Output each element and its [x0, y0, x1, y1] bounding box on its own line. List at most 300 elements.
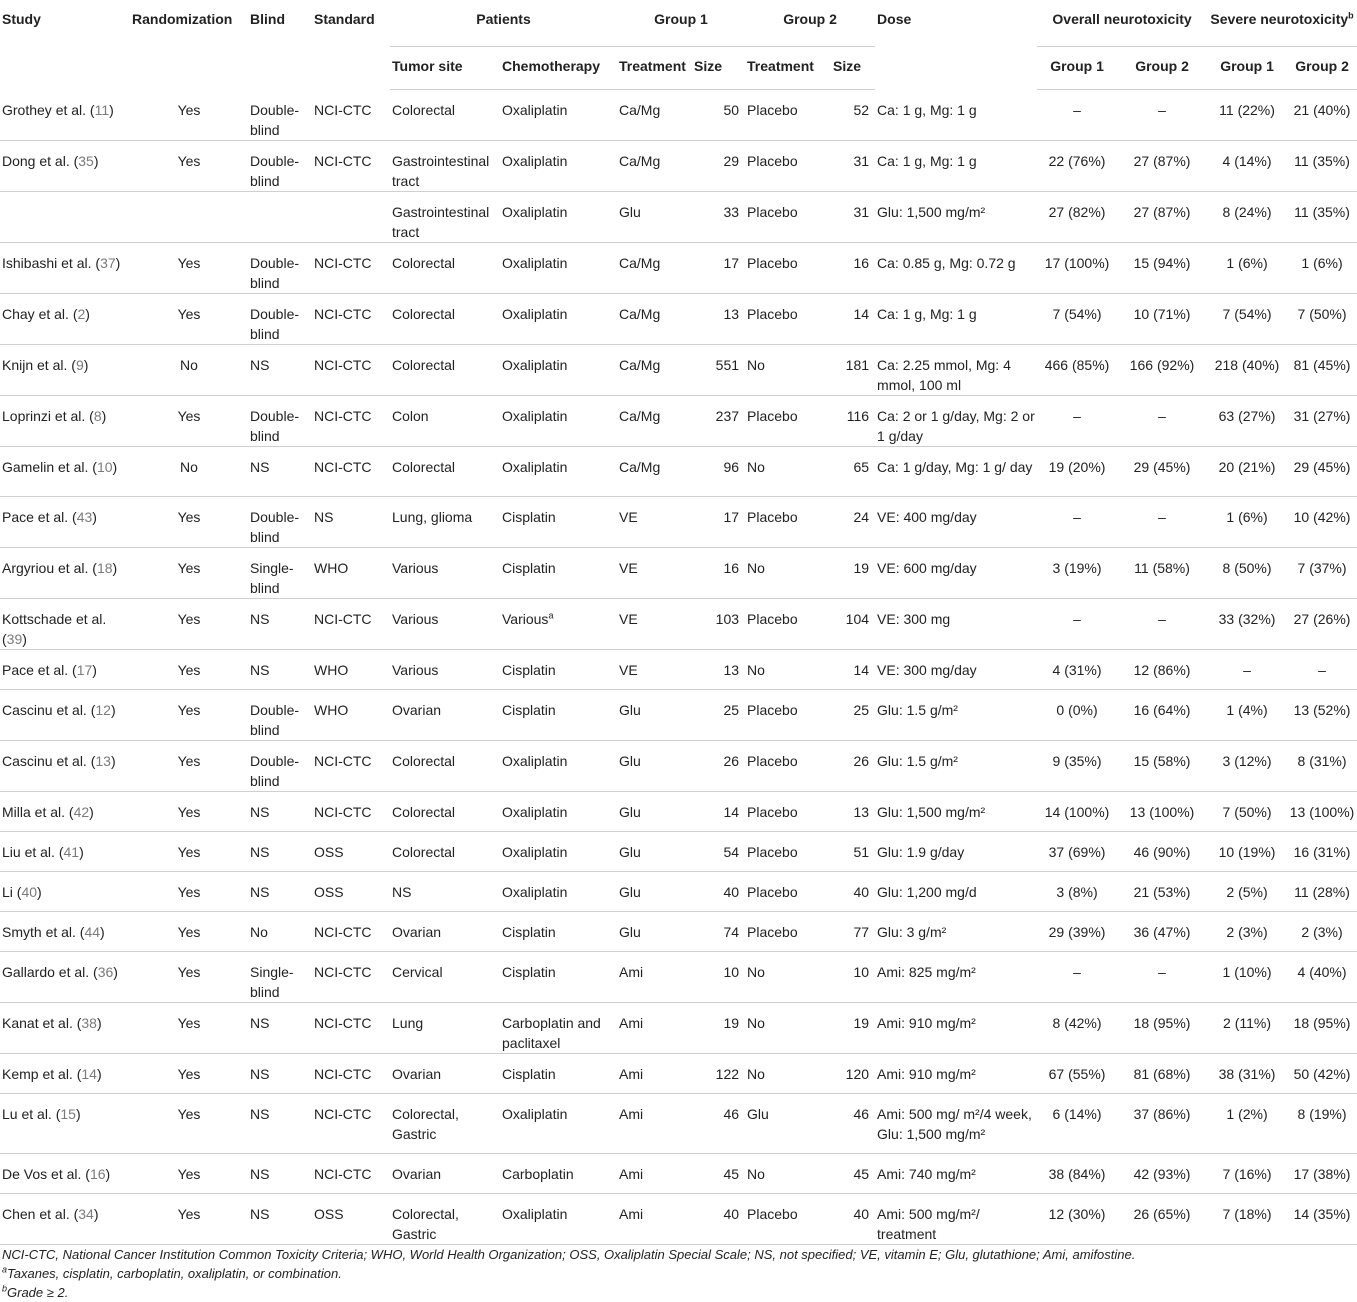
cell-group1-treatment: Glu: [617, 831, 692, 871]
cell-severe-group2: 11 (35%): [1287, 191, 1357, 242]
table-row: [0, 791, 1357, 831]
cell-group2-size: 31: [831, 140, 875, 191]
cell-blind: NS: [248, 791, 312, 831]
cell-standard: WHO: [312, 689, 390, 740]
chemotherapy-text: Oxaliplatin: [502, 152, 568, 169]
footnote-a-mark: a: [2, 1264, 8, 1275]
cell-dose: Glu: 1.9 g/day: [875, 831, 1037, 871]
citation-link[interactable]: 11: [94, 101, 110, 118]
cell-tumor-site: Ovarian: [390, 1053, 500, 1093]
citation-link[interactable]: 35: [78, 152, 94, 169]
cell-blind: NS: [248, 446, 312, 496]
cell-group2-treatment: Placebo: [745, 242, 831, 293]
cell-group1-treatment: Ca/Mg: [617, 140, 692, 191]
cell-standard: [312, 191, 390, 242]
cell-group1-size: 19: [692, 1002, 745, 1053]
cell-dose: Glu: 3 g/m²: [875, 911, 1037, 951]
cell-chemotherapy: [500, 496, 617, 547]
cell-dose: Glu: 1.5 g/m²: [875, 740, 1037, 791]
cell-severe-group2: 50 (42%): [1287, 1053, 1357, 1093]
cell-dose: Ami: 825 mg/m²: [875, 951, 1037, 1002]
cell-group2-size: 40: [831, 1193, 875, 1244]
cell-group2-treatment: Placebo: [745, 293, 831, 344]
cell-group1-size: 33: [692, 191, 745, 242]
cell-severe-group2: 11 (35%): [1287, 140, 1357, 191]
cell-blind: Double-blind: [248, 496, 312, 547]
cell-group1-treatment: Ami: [617, 1193, 692, 1244]
cell-randomization: Yes: [130, 871, 248, 911]
cell-study: [0, 547, 130, 598]
cell-tumor-site: Colorectal: [390, 831, 500, 871]
citation-close: ): [93, 1205, 99, 1222]
cell-severe-group1: 2 (3%): [1207, 911, 1287, 951]
cell-severe-group1: 33 (32%): [1207, 598, 1287, 649]
cell-study: [0, 395, 130, 446]
table-row: [0, 1193, 1357, 1244]
citation-link[interactable]: 10: [96, 458, 113, 475]
study-author: Chen et al. (: [2, 1205, 79, 1222]
header-severe-group2: Group 2: [1287, 47, 1357, 90]
cell-tumor-site: Colon: [390, 395, 500, 446]
table-row: [0, 598, 1357, 649]
cell-group1-size: 17: [692, 496, 745, 547]
cell-group1-treatment: Ami: [617, 1093, 692, 1153]
cell-group2-treatment: No: [745, 951, 831, 1002]
cell-tumor-site: Colorectal: [390, 344, 500, 395]
cell-study: [0, 649, 130, 689]
cell-group2-size: 65: [831, 446, 875, 496]
cell-chemotherapy: [500, 740, 617, 791]
cell-severe-group1: 7 (18%): [1207, 1193, 1287, 1244]
cell-chemotherapy: [500, 242, 617, 293]
cell-standard: NCI-CTC: [312, 598, 390, 649]
cell-overall-group1: –: [1037, 598, 1117, 649]
cell-severe-group1: 2 (5%): [1207, 871, 1287, 911]
cell-overall-group1: 0 (0%): [1037, 689, 1117, 740]
cell-overall-group2: 29 (45%): [1117, 446, 1207, 496]
cell-group2-size: 77: [831, 911, 875, 951]
cell-group1-size: 122: [692, 1053, 745, 1093]
cell-randomization: Yes: [130, 831, 248, 871]
cell-severe-group1: 3 (12%): [1207, 740, 1287, 791]
chemotherapy-text: Cisplatin: [502, 923, 556, 940]
table-row: [0, 911, 1357, 951]
citation-link[interactable]: 14: [81, 1065, 97, 1082]
cell-tumor-site: Colorectal: [390, 293, 500, 344]
cell-severe-group2: 16 (31%): [1287, 831, 1357, 871]
study-author: Pace et al. (: [2, 508, 77, 525]
cell-dose: VE: 400 mg/day: [875, 496, 1037, 547]
citation-close: ): [92, 508, 97, 525]
citation-link[interactable]: 37: [100, 254, 116, 271]
cell-group1-size: 16: [692, 547, 745, 598]
cell-overall-group2: –: [1117, 90, 1207, 141]
cell-group2-treatment: Placebo: [745, 90, 831, 141]
study-author: Li (: [2, 883, 22, 900]
cell-blind: NS: [248, 871, 312, 911]
cell-standard: OSS: [312, 1193, 390, 1244]
cell-severe-group2: 8 (19%): [1287, 1093, 1357, 1153]
cell-overall-group1: 38 (84%): [1037, 1153, 1117, 1193]
cell-overall-group1: –: [1037, 90, 1117, 141]
cell-group1-size: 13: [692, 293, 745, 344]
cell-group1-size: 10: [692, 951, 745, 1002]
cell-severe-group1: 1 (2%): [1207, 1093, 1287, 1153]
citation-link[interactable]: 9: [75, 356, 84, 373]
chemotherapy-text: Oxaliplatin: [502, 883, 568, 900]
cell-overall-group1: 3 (19%): [1037, 547, 1117, 598]
table-row: [0, 293, 1357, 344]
header-standard: Standard: [314, 11, 375, 27]
cell-group1-size: 50: [692, 90, 745, 141]
citation-link[interactable]: 15: [60, 1105, 76, 1122]
cell-study: [0, 831, 130, 871]
citation-link[interactable]: 18: [96, 559, 113, 576]
cell-chemotherapy: [500, 395, 617, 446]
cell-severe-group2: 8 (31%): [1287, 740, 1357, 791]
cell-study: [0, 1002, 130, 1053]
cell-standard: OSS: [312, 871, 390, 911]
table-row: [0, 191, 1357, 242]
cell-severe-group1: 218 (40%): [1207, 344, 1287, 395]
cell-group1-treatment: VE: [617, 547, 692, 598]
table-row: [0, 649, 1357, 689]
cell-severe-group1: 20 (21%): [1207, 446, 1287, 496]
cell-group2-size: 31: [831, 191, 875, 242]
chemotherapy-text: Oxaliplatin: [502, 305, 568, 322]
cell-standard: NCI-CTC: [312, 90, 390, 141]
cell-group2-size: 46: [831, 1093, 875, 1153]
cell-tumor-site: Colorectal: [390, 242, 500, 293]
citation-close: ): [89, 803, 94, 820]
cell-overall-group1: 8 (42%): [1037, 1002, 1117, 1053]
cell-blind: NS: [248, 1002, 312, 1053]
footnote-b-text: Grade ≥ 2.: [7, 1284, 69, 1300]
cell-group2-treatment: Placebo: [745, 911, 831, 951]
cell-group1-size: 45: [692, 1153, 745, 1193]
cell-study: [0, 791, 130, 831]
cell-group1-treatment: Glu: [617, 791, 692, 831]
study-author: Smyth et al. (: [2, 923, 85, 940]
citation-link[interactable]: 16: [89, 1165, 106, 1182]
citation-close: ): [113, 963, 118, 980]
study-author: Kemp et al. (: [2, 1065, 82, 1082]
cell-overall-group1: 12 (30%): [1037, 1193, 1117, 1244]
cell-tumor-site: Ovarian: [390, 911, 500, 951]
cell-blind: Double-blind: [248, 689, 312, 740]
cell-overall-group1: 9 (35%): [1037, 740, 1117, 791]
cell-overall-group1: 19 (20%): [1037, 446, 1117, 496]
cell-severe-group2: 14 (35%): [1287, 1193, 1357, 1244]
cell-group2-size: 13: [831, 791, 875, 831]
cell-tumor-site: Various: [390, 547, 500, 598]
cell-group2-treatment: No: [745, 1053, 831, 1093]
cell-randomization: Yes: [130, 1093, 248, 1153]
cell-chemotherapy: [500, 90, 617, 141]
study-author: Lu et al. (: [2, 1105, 61, 1122]
cell-severe-group1: 1 (6%): [1207, 496, 1287, 547]
cell-group1-treatment: Ca/Mg: [617, 293, 692, 344]
header-study: Study: [2, 11, 41, 27]
chemotherapy-text: Cisplatin: [502, 559, 556, 576]
cell-dose: Ami: 500 mg/ m²/4 week, Glu: 1,500 mg/m²: [875, 1093, 1037, 1153]
cell-severe-group2: 81 (45%): [1287, 344, 1357, 395]
footnote-abbreviations: NCI-CTC, National Cancer Institution Common Toxicity Criteria; WHO, World Health Organization; OSS, Oxaliplatin Special Scale; NS, not specified; VE, vitamin E; Glu, glutathione; Ami, amifostine.: [2, 1246, 1136, 1262]
header-overall-group2: Group 2: [1117, 47, 1207, 90]
cell-severe-group1: –: [1207, 649, 1287, 689]
cell-standard: WHO: [312, 649, 390, 689]
chemotherapy-text: Various: [502, 610, 549, 627]
cell-group2-size: 19: [831, 1002, 875, 1053]
cell-severe-group2: 13 (100%): [1287, 791, 1357, 831]
cell-overall-group2: 11 (58%): [1117, 547, 1207, 598]
cell-dose: VE: 300 mg: [875, 598, 1037, 649]
cell-group1-size: 26: [692, 740, 745, 791]
cell-randomization: Yes: [130, 911, 248, 951]
cell-overall-group1: 6 (14%): [1037, 1093, 1117, 1153]
table-row: [0, 871, 1357, 911]
cell-overall-group1: 4 (31%): [1037, 649, 1117, 689]
header-overall-neurotoxicity: Overall neurotoxicity: [1037, 0, 1207, 47]
cell-severe-group2: 17 (38%): [1287, 1153, 1357, 1193]
cell-study: [0, 740, 130, 791]
chemotherapy-text: Cisplatin: [502, 661, 556, 678]
cell-standard: NCI-CTC: [312, 395, 390, 446]
cell-severe-group1: 4 (14%): [1207, 140, 1287, 191]
table-row: [0, 689, 1357, 740]
cell-randomization: Yes: [130, 1002, 248, 1053]
cell-overall-group1: 29 (39%): [1037, 911, 1117, 951]
cell-severe-group2: 31 (27%): [1287, 395, 1357, 446]
citation-link[interactable]: 38: [81, 1014, 97, 1031]
table-row: [0, 140, 1357, 191]
cell-overall-group2: 46 (90%): [1117, 831, 1207, 871]
cell-dose: Ca: 2 or 1 g/day, Mg: 2 or 1 g/day: [875, 395, 1037, 446]
cell-group1-treatment: Ca/Mg: [617, 242, 692, 293]
citation-close: ): [112, 559, 118, 576]
cell-tumor-site: Colorectal: [390, 446, 500, 496]
cell-group1-size: 54: [692, 831, 745, 871]
footnotes: [0, 1245, 1357, 1302]
cell-severe-group1: 1 (6%): [1207, 242, 1287, 293]
table-row: [0, 344, 1357, 395]
citation-link[interactable]: 43: [76, 508, 93, 525]
cell-group2-size: 181: [831, 344, 875, 395]
cell-overall-group2: –: [1117, 951, 1207, 1002]
study-author: Gallardo et al. (: [2, 963, 98, 980]
cell-standard: NCI-CTC: [312, 911, 390, 951]
citation-close: ): [110, 701, 116, 718]
cell-group2-size: 16: [831, 242, 875, 293]
cell-blind: [248, 191, 312, 242]
cell-overall-group2: 15 (58%): [1117, 740, 1207, 791]
cell-randomization: Yes: [130, 1053, 248, 1093]
cell-group2-treatment: Placebo: [745, 598, 831, 649]
header-severe-footnote-mark: b: [1348, 10, 1354, 21]
cell-severe-group2: 10 (42%): [1287, 496, 1357, 547]
cell-overall-group1: –: [1037, 951, 1117, 1002]
cell-overall-group1: 3 (8%): [1037, 871, 1117, 911]
cell-standard: NS: [312, 496, 390, 547]
cell-group1-treatment: Ami: [617, 951, 692, 1002]
citation-close: ): [85, 305, 90, 322]
cell-dose: Ca: 1 g/day, Mg: 1 g/ day: [875, 446, 1037, 496]
cell-group1-treatment: VE: [617, 598, 692, 649]
cell-chemotherapy: [500, 871, 617, 911]
cell-group2-size: 10: [831, 951, 875, 1002]
citation-link[interactable]: 2: [77, 305, 86, 322]
cell-standard: NCI-CTC: [312, 740, 390, 791]
cell-standard: NCI-CTC: [312, 951, 390, 1002]
footnote-a: [2, 1264, 1357, 1283]
cell-chemotherapy: [500, 791, 617, 831]
cell-study: [0, 1153, 130, 1193]
cell-group2-size: 40: [831, 871, 875, 911]
cell-blind: NS: [248, 1153, 312, 1193]
citation-close: ): [93, 152, 99, 169]
cell-group2-size: 120: [831, 1053, 875, 1093]
citation-link[interactable]: 40: [21, 883, 38, 900]
cell-dose: Ami: 910 mg/m²: [875, 1053, 1037, 1093]
cell-group2-size: 104: [831, 598, 875, 649]
cell-severe-group1: 1 (10%): [1207, 951, 1287, 1002]
cell-study: [0, 689, 130, 740]
cell-chemotherapy: [500, 689, 617, 740]
citation-link[interactable]: 42: [73, 803, 90, 820]
cell-severe-group2: 4 (40%): [1287, 951, 1357, 1002]
cell-group2-size: 24: [831, 496, 875, 547]
cell-dose: Glu: 1,500 mg/m²: [875, 791, 1037, 831]
cell-group1-treatment: Ami: [617, 1053, 692, 1093]
cell-overall-group2: 36 (47%): [1117, 911, 1207, 951]
cell-chemotherapy: [500, 191, 617, 242]
cell-dose: Glu: 1.5 g/m²: [875, 689, 1037, 740]
citation-link[interactable]: 34: [78, 1205, 94, 1222]
cell-dose: VE: 600 mg/day: [875, 547, 1037, 598]
study-author: Loprinzi et al. (: [2, 407, 94, 424]
cell-blind: Double-blind: [248, 90, 312, 141]
cell-randomization: Yes: [130, 242, 248, 293]
cell-group2-treatment: Placebo: [745, 791, 831, 831]
citation-close: ): [79, 843, 84, 860]
cell-group1-treatment: Glu: [617, 911, 692, 951]
citation-close: ): [37, 883, 42, 900]
cell-group1-treatment: VE: [617, 496, 692, 547]
cell-randomization: Yes: [130, 1193, 248, 1244]
cell-blind: Double-blind: [248, 395, 312, 446]
cell-overall-group1: 22 (76%): [1037, 140, 1117, 191]
cell-chemotherapy: [500, 140, 617, 191]
study-author: Chay et al. (: [2, 305, 78, 322]
study-author: De Vos et al. (: [2, 1165, 90, 1182]
cell-dose: Ami: 740 mg/m²: [875, 1153, 1037, 1193]
study-author: Liu et al. (: [2, 843, 64, 860]
citation-close: ): [83, 356, 89, 373]
cell-chemotherapy: [500, 831, 617, 871]
citation-close: ): [105, 1165, 111, 1182]
citation-link[interactable]: 13: [95, 752, 111, 769]
cell-group1-size: 40: [692, 871, 745, 911]
table-row: [0, 1153, 1357, 1193]
cell-dose: Ami: 500 mg/m²/ treatment: [875, 1193, 1037, 1244]
study-author: Ishibashi et al. (: [2, 254, 101, 271]
cell-study: [0, 496, 130, 547]
citation-link[interactable]: 39: [6, 630, 23, 647]
table-row: [0, 395, 1357, 446]
cell-blind: No: [248, 911, 312, 951]
chemotherapy-text: Oxaliplatin: [502, 407, 568, 424]
cell-group2-size: 26: [831, 740, 875, 791]
cell-blind: Single-blind: [248, 547, 312, 598]
cell-overall-group2: 12 (86%): [1117, 649, 1207, 689]
cell-severe-group1: 1 (4%): [1207, 689, 1287, 740]
cell-group2-size: 45: [831, 1153, 875, 1193]
cell-severe-group1: 7 (54%): [1207, 293, 1287, 344]
citation-link[interactable]: 12: [95, 701, 111, 718]
citation-close: ): [112, 458, 118, 475]
chemotherapy-footnote-mark: a: [548, 609, 554, 620]
citation-link[interactable]: 17: [76, 661, 93, 678]
cell-tumor-site: Colorectal: [390, 740, 500, 791]
cell-randomization: Yes: [130, 951, 248, 1002]
cell-group1-size: 17: [692, 242, 745, 293]
cell-tumor-site: Cervical: [390, 951, 500, 1002]
cell-group2-treatment: Placebo: [745, 191, 831, 242]
cell-tumor-site: Gastrointestinal tract: [390, 191, 500, 242]
cell-chemotherapy: [500, 293, 617, 344]
cell-overall-group2: –: [1117, 496, 1207, 547]
cell-severe-group1: 7 (16%): [1207, 1153, 1287, 1193]
study-author: Kanat et al. (: [2, 1014, 82, 1031]
cell-group2-size: 116: [831, 395, 875, 446]
cell-severe-group1: 11 (22%): [1207, 90, 1287, 141]
citation-link[interactable]: 8: [93, 407, 102, 424]
chemotherapy-text: Carboplatin and paclitaxel: [502, 1014, 601, 1051]
header-dose: Dose: [877, 11, 912, 27]
cell-group1-treatment: Ca/Mg: [617, 90, 692, 141]
header-group1-treatment: Treatment: [617, 47, 692, 90]
citation-link[interactable]: 36: [97, 963, 114, 980]
cell-blind: Single-blind: [248, 951, 312, 1002]
cell-standard: NCI-CTC: [312, 242, 390, 293]
cell-group1-size: 29: [692, 140, 745, 191]
cell-group2-treatment: Placebo: [745, 1193, 831, 1244]
cell-blind: NS: [248, 1193, 312, 1244]
cell-group1-treatment: Glu: [617, 871, 692, 911]
header-group2: Group 2: [745, 0, 875, 47]
chemotherapy-text: Carboplatin: [502, 1165, 574, 1182]
cell-blind: Double-blind: [248, 242, 312, 293]
cell-group2-treatment: Glu: [745, 1093, 831, 1153]
footnote-b: [2, 1283, 1357, 1302]
cell-study: [0, 90, 130, 141]
cell-blind: Double-blind: [248, 293, 312, 344]
header-group2-treatment: Treatment: [745, 47, 831, 90]
cell-randomization: Yes: [130, 547, 248, 598]
cell-group2-treatment: No: [745, 1153, 831, 1193]
cell-severe-group2: 29 (45%): [1287, 446, 1357, 496]
citation-close: ): [92, 661, 97, 678]
citation-link[interactable]: 41: [63, 843, 80, 860]
citation-link[interactable]: 44: [84, 923, 101, 940]
cell-study: [0, 1093, 130, 1153]
cell-blind: NS: [248, 598, 312, 649]
cell-group2-size: 52: [831, 90, 875, 141]
cell-overall-group2: 27 (87%): [1117, 191, 1207, 242]
cell-standard: OSS: [312, 831, 390, 871]
header-chemotherapy: Chemotherapy: [500, 47, 617, 90]
cell-standard: NCI-CTC: [312, 1093, 390, 1153]
